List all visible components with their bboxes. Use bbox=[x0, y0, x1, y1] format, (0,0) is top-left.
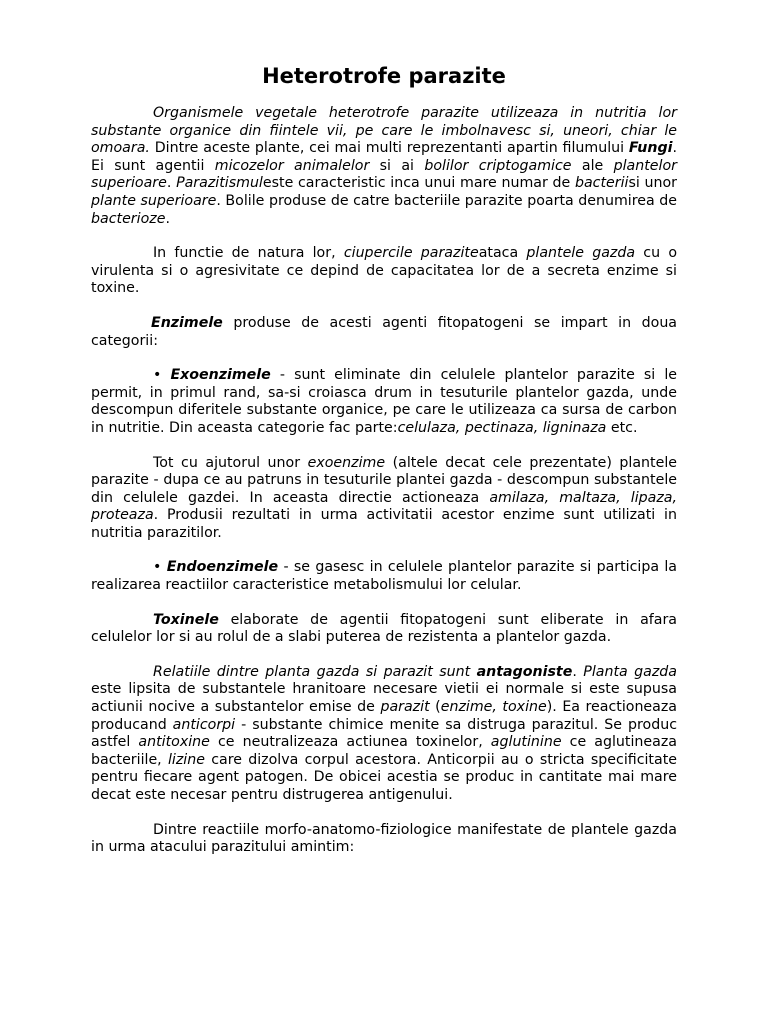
text: si unor bbox=[628, 175, 677, 192]
text: - se gasesc in celulele plantelor parazite si participa la realizarea reactiilor caracteristice metabolismului lor celular. bbox=[91, 559, 678, 594]
text: ( bbox=[429, 699, 441, 716]
text: - substante chimice menite sa distruga parazitul. Se produc astfel bbox=[91, 716, 677, 751]
paragraph-fungi bbox=[91, 245, 677, 298]
text: elaborate de agentii fitopatogeni sunt eliberate in afara celulelor lor si au rolul de a slabi puterea de rezistenta a plantelor gazda. bbox=[91, 611, 677, 646]
text: . Produsii rezultati in urma activitatii acestor enzime sunt utilizati in nutritia parazitilor. bbox=[91, 507, 677, 541]
text-italic: plantele gazda bbox=[526, 245, 636, 262]
text: - sunt eliminate din celulele plantelor parazite si le permit, in primul rand, sa-si croiasca drum in tesuturile plantelor gazda, unde descompun diferitele substante organice, pe care le utilizeaza ca sursa de carbon in nutritie. Din aceasta categorie fac parte: bbox=[91, 367, 678, 436]
text: ce neutralizeaza actiunea toxinelor, bbox=[209, 734, 491, 751]
text-italic: plantelor superioare bbox=[91, 157, 677, 192]
text-italic: enzime, toxine bbox=[440, 699, 547, 716]
text: ataca bbox=[478, 245, 527, 262]
text: . Ei sunt agentii bbox=[91, 140, 677, 174]
text: . bbox=[165, 210, 170, 227]
text-italic: micozelor animalelor bbox=[214, 157, 370, 174]
text-italic: aglutinine bbox=[490, 734, 562, 751]
text-italic: Organismele vegetale heterotrofe parazite utilizeaza in nutritia lor substante organice din fiintele vii, pe care le imbolnavesc si, uneori, chiar le omoara. bbox=[91, 105, 677, 157]
text: ce aglutineaza bacteriile, bbox=[91, 734, 677, 768]
text-italic: celulaza, pectinaza, ligninaza bbox=[397, 419, 607, 436]
bullet-icon: • bbox=[153, 559, 162, 576]
text: este caracteristic inca unui mare numar de bbox=[262, 175, 575, 192]
paragraph-enzymes bbox=[91, 315, 677, 350]
text: . Bolile produse de catre bacteriile parazite poarta denumirea de bbox=[216, 192, 677, 209]
text-bold-italic: Fungi bbox=[628, 140, 673, 157]
text-italic: bacterioze bbox=[91, 210, 166, 227]
document-title: Heterotrofe parazite bbox=[262, 64, 506, 88]
text-italic: Parazitismul bbox=[176, 175, 263, 192]
text: Tot cu ajutorul unor bbox=[153, 454, 308, 471]
paragraph-toxins bbox=[91, 612, 677, 647]
text-italic: plante superioare bbox=[91, 192, 217, 209]
text: cu o virulenta si o agresivitate ce depind de capacitatea lor de a secreta enzime si toxine. bbox=[91, 245, 677, 297]
text-bold-italic: antagoniste bbox=[476, 663, 573, 680]
text: . bbox=[572, 663, 584, 680]
text: care dizolva corpul acestora. Anticorpii au o stricta specificitate pentru fiecare agent patogen. De obicei acestia se produc in cantitate mai mare decat este necesar pentru distrugerea antigenului. bbox=[91, 751, 677, 803]
text-italic: antitoxine bbox=[138, 734, 210, 751]
paragraph-exoenzymes bbox=[91, 367, 677, 437]
paragraph-exoenzymes-2 bbox=[91, 455, 677, 543]
text: ). Ea reactioneaza producand bbox=[91, 699, 677, 733]
text: ale bbox=[571, 157, 614, 174]
text-italic: Relatiile dintre planta gazda si parazit sunt bbox=[153, 663, 477, 680]
paragraph-reactions bbox=[91, 822, 677, 857]
paragraph-relations bbox=[91, 664, 677, 805]
text-italic: exoenzime bbox=[307, 454, 386, 471]
text-italic: Planta gazda bbox=[583, 663, 677, 680]
bullet-icon: • bbox=[153, 367, 162, 384]
text: si ai bbox=[369, 157, 425, 174]
text: etc. bbox=[606, 419, 638, 436]
text-italic: anticorpi bbox=[172, 716, 236, 733]
text-bold-italic: Endoenzimele bbox=[166, 559, 279, 576]
text-italic: bolilor criptogamice bbox=[424, 157, 572, 174]
text: In functie de natura lor, bbox=[153, 245, 344, 262]
text: Dintre reactiile morfo-anatomo-fiziologice manifestate de plantele gazda in urma atacului parazitului amintim: bbox=[91, 821, 677, 856]
text-bold-italic: Enzimele bbox=[151, 314, 223, 331]
text: Dintre aceste plante, cei mai multi reprezentanti apartin filumului bbox=[149, 140, 629, 157]
text-italic: parazit bbox=[380, 699, 430, 716]
text-bold-italic: Exoenzimele bbox=[170, 367, 271, 384]
text-italic: amilaza, maltaza, lipaza, proteaza bbox=[91, 489, 677, 524]
text-bold-italic: Toxinele bbox=[153, 611, 219, 628]
text-italic: bacterii bbox=[574, 175, 629, 192]
paragraph-endoenzymes bbox=[91, 559, 677, 594]
text-italic: lizine bbox=[167, 751, 205, 768]
text: (altele decat cele prezentate) plantele parazite - dupa ce au patruns in tesuturile plantei gazda - descompun substantele din celulele gazdei. In aceasta directie actioneaza bbox=[91, 454, 677, 506]
text: produse de acesti agenti fitopatogeni se impart in doua categorii: bbox=[91, 314, 677, 349]
text: . bbox=[166, 175, 177, 192]
text-italic: ciupercile parazite bbox=[343, 245, 479, 262]
text: este lipsita de substantele hranitoare necesare vietii ei normale si este supusa actiunii nocive a substantelor emise de bbox=[91, 681, 677, 716]
paragraph-intro bbox=[91, 105, 677, 228]
